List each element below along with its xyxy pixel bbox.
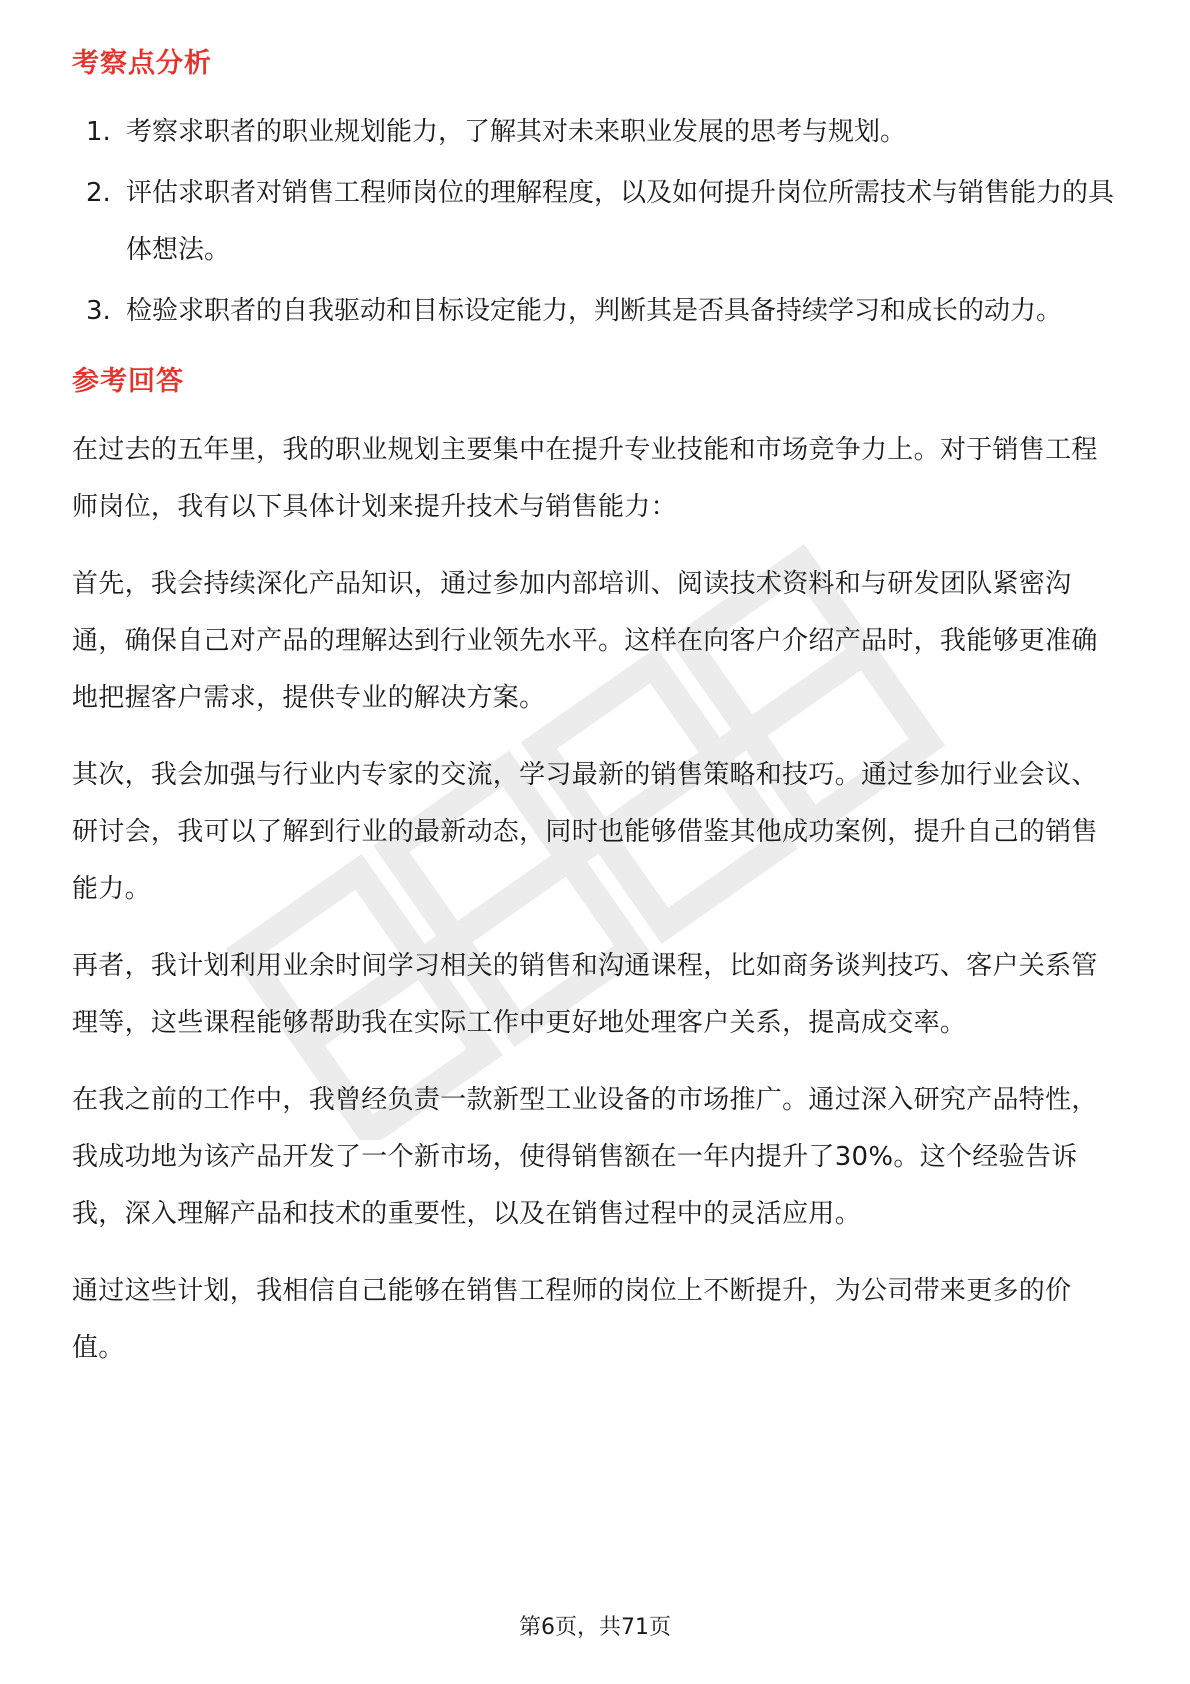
- answer-heading: 参考回答: [72, 366, 184, 397]
- answer-paragraph: 再者，我计划利用业余时间学习相关的销售和沟通课程，比如商务谈判技巧、客户关系管理等，这些课程能够帮助我在实际工作中更好地处理客户关系，提高成交率。: [72, 951, 1098, 1038]
- item-text: 检验求职者的自我驱动和目标设定能力，判断其是否具备持续学习和成长的动力。: [126, 296, 1063, 326]
- answer-paragraph: 在我之前的工作中，我曾经负责一款新型工业设备的市场推广。通过深入研究产品特性，我成功地为该产品开发了一个新市场，使得销售额在一年内提升了30%。这个经验告诉我，深入理解产品和技术的重要性，以及在销售过程中的灵活应用。: [72, 1085, 1098, 1229]
- document-page: [72, 44, 1118, 1397]
- page-footer: 第6页，共71页: [519, 1615, 671, 1640]
- answer-paragraph: 其次，我会加强与行业内专家的交流，学习最新的销售策略和技巧。通过参加行业会议、研讨会，我可以了解到行业的最新动态，同时也能够借鉴其他成功案例，提升自己的销售能力。: [72, 760, 1098, 904]
- analysis-item: [72, 283, 1118, 340]
- analysis-item: [72, 165, 1118, 279]
- item-text: 评估求职者对销售工程师岗位的理解程度，以及如何提升岗位所需技术与销售能力的具体想法。: [126, 178, 1115, 265]
- analysis-heading: 考察点分析: [72, 48, 212, 79]
- item-number: 2.: [86, 178, 111, 208]
- item-text: 考察求职者的职业规划能力，了解其对未来职业发展的思考与规划。: [126, 117, 907, 147]
- analysis-item: [72, 104, 1118, 161]
- answer-paragraph: 通过这些计划，我相信自己能够在销售工程师的岗位上不断提升，为公司带来更多的价值。: [72, 1276, 1072, 1363]
- item-number: 3.: [86, 296, 111, 326]
- item-number: 1.: [86, 117, 111, 147]
- answer-paragraph: 首先，我会持续深化产品知识，通过参加内部培训、阅读技术资料和与研发团队紧密沟通，确保自己对产品的理解达到行业领先水平。这样在向客户介绍产品时，我能够更准确地把握客户需求，提供专业的解决方案。: [72, 569, 1098, 713]
- analysis-list: [72, 104, 1118, 340]
- answer-paragraph: 在过去的五年里，我的职业规划主要集中在提升专业技能和市场竞争力上。对于销售工程师岗位，我有以下具体计划来提升技术与销售能力：: [72, 435, 1098, 522]
